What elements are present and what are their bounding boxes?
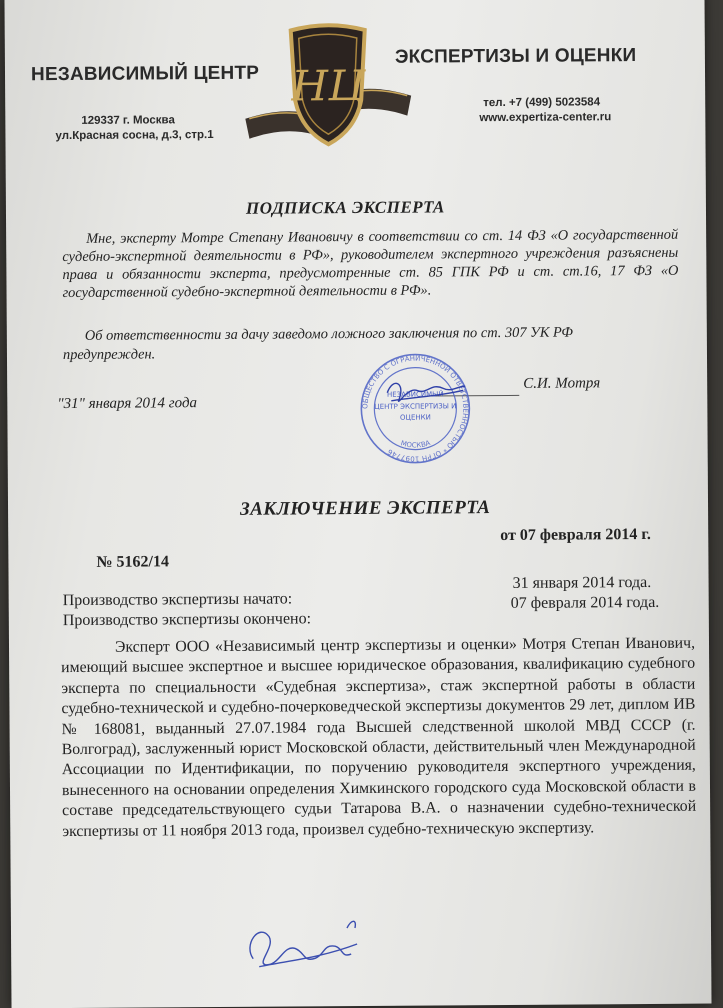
stamp-center-line-3: ОЦЕНКИ — [399, 413, 431, 422]
company-logo — [243, 22, 414, 149]
stamp-bottom-text: МОСКВА — [399, 439, 432, 450]
document-page — [4, 0, 711, 1008]
address-line-1: 129337 г. Москва — [81, 114, 175, 127]
stamp-center-line-1: НЕЗАВИСИМЫЙ — [386, 390, 444, 399]
conclusion-date: от 07 февраля 2014 г. — [500, 525, 651, 545]
liability-line-end: предупрежден. — [62, 346, 156, 364]
address-line-2: ул.Красная сосна, д.3, стр.1 — [55, 128, 214, 143]
website: www.expertiza-center.ru — [479, 111, 612, 125]
finished-label: Производство экспертизы окончено: — [62, 610, 312, 630]
subscription-date: "31" января 2014 года — [57, 395, 198, 413]
subscription-title: ПОДПИСКА ЭКСПЕРТА — [245, 197, 445, 218]
subscription-paragraph: Мне, эксперту Мотре Степану Ивановичу в соответствии со ст. 14 ФЗ «О государственной судебно-экспертной деятельности в РФ», руководителем экспертного учреждения разъяснены права и обязанности эксперта, предусмотренные ст. 85 ГПК РФ и ст. ст.16, 17 ФЗ «О государственной судебно-экспертной деятельности в РФ». — [62, 226, 679, 302]
started-value: 31 января 2014 года. — [512, 573, 652, 592]
svg-text:МОСКВА — [400, 439, 432, 450]
conclusion-title: ЗАКЛЮЧЕНИЕ ЭКСПЕРТА — [239, 497, 491, 520]
conclusion-body: Эксперт ООО «Независимый центр экспертизы и оценки» Мотря Степан Иванович, имеющий высшее экспертное и высшее юридическое образования, квалификацию судебного эксперта по специальности «Судебная экспертиза», стаж экспертной работы в области судебно-технической и судебно-почерковедческой экспертизы документов 29 лет, диплом ИВ № 168081, выданный 27.07.1984 года Высшей следственной школой МВД СССР (г. Волгоград), заслуженный юрист Московской области, действительный член Международной Ассоциации по Идентификации, по поручению руководителя экспертного учреждения, вынесенного на основании определения Химкинского городского суда Московской области в составе председательствующего судьи Татарова В.А. о назначении судебно-технической экспертизы от 11 ноября 2013 года, произвел судебно-техническую экспертизу. — [61, 634, 697, 840]
org-name-left: НЕЗАВИСИМЫЙ ЦЕНТР — [30, 62, 260, 86]
org-name-right: ЭКСПЕРТИЗЫ И ОЦЕНКИ — [394, 45, 637, 68]
liability-line: Об ответственности за дачу заведомо ложного заключения по ст. 307 УК РФ — [84, 324, 574, 344]
stamp-ring-text: ОБЩЕСТВО С ОГРАНИЧЕННОЙ ОТВЕТСТВЕННОСТЬЮ * ОГРН 1097746 — [361, 354, 470, 463]
finished-value: 07 февраля 2014 года. — [510, 593, 660, 612]
phone-number: тел. +7 (499) 5023584 — [483, 96, 601, 110]
started-label: Производство экспертизы начато: — [62, 590, 293, 610]
company-stamp — [347, 352, 484, 465]
logo-monogram: НЦ — [291, 60, 365, 111]
stamp-center-line-2: ЦЕНТР ЭКСПЕРТИЗЫ И — [374, 402, 457, 411]
expert-signature — [239, 914, 369, 975]
signer-name: С.И. Мотря — [523, 375, 601, 392]
conclusion-number: № 5162/14 — [96, 553, 170, 571]
